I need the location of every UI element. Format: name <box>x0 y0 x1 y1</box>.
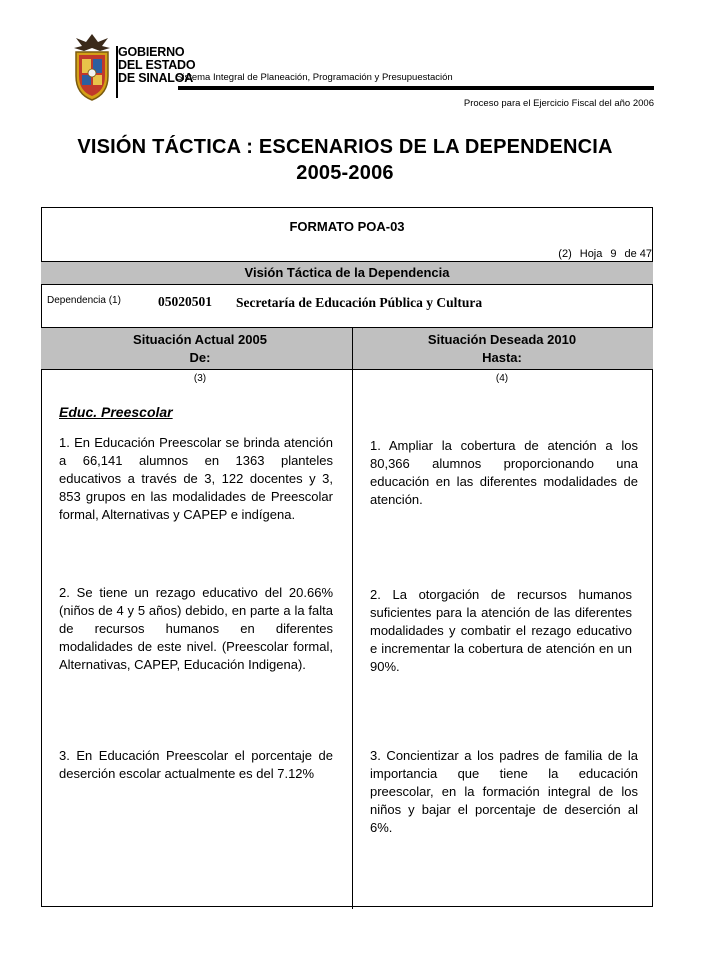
column-divider <box>352 327 353 909</box>
left-column-header: Situación Actual 2005 De: <box>133 332 267 365</box>
dependencia-name: Secretaría de Educación Pública y Cultura <box>236 295 483 310</box>
right-column-number: (4) <box>495 373 509 384</box>
left-column-number: (3) <box>193 373 207 384</box>
process-text: Proceso para el Ejercicio Fiscal del año 2006 <box>463 98 654 109</box>
dependencia-label: Dependencia (1) <box>47 295 121 306</box>
subheading: Educ. Preescolar <box>59 404 173 420</box>
system-title: Sistema Integral de Planeación, Programación y Presupuestación <box>176 72 453 83</box>
logo-wordmark: GOBIERNO DEL ESTADO DE SINALOA <box>118 45 196 85</box>
left-item-1: 1. En Educación Preescolar se brinda atención a 66,141 alumnos en 1363 planteles educativos a través de 3, 122 docentes y 3, 853 grupos en las modalidades de Preescolar formal, Alternativas y CAPEP e indígena. <box>59 435 333 522</box>
header-rule <box>178 86 654 90</box>
right-item-2: 2. La otorgación de recursos humanos suficientes para la atención de las diferentes modalidades y combatir el rezago educativo e incrementar la cobertura de atención en un 90%. <box>370 587 632 674</box>
page-counter: (2) Hoja 9 de 47 <box>558 248 652 260</box>
dependencia-code: 05020501 <box>158 294 212 309</box>
format-code: FORMATO POA-03 <box>289 219 405 234</box>
section-title-band <box>41 261 653 285</box>
section-title: Visión Táctica de la Dependencia <box>244 265 450 280</box>
left-item-2: 2. Se tiene un rezago educativo del 20.66% (niños de 4 y 5 años) debido, en parte a la falta de recursos humanos en diferentes modalidades de este nivel. (Preescolar formal, Alternativas, CAPEP, Educación Indigena). <box>59 585 333 672</box>
left-item-3: 3. En Educación Preescolar el porcentaje de deserción escolar actualmente es del 7.12% <box>59 748 333 781</box>
right-column-header: Situación Deseada 2010 Hasta: <box>427 332 577 365</box>
page-title: VISIÓN TÁCTICA : ESCENARIOS DE LA DEPENDENCIA 2005-2006 <box>77 136 613 184</box>
right-item-1: 1. Ampliar la cobertura de atención a los 80,366 alumnos proporcionando una educación en las diferentes modalidades de atención. <box>370 438 638 507</box>
right-item-3: 3. Concientizar a los padres de familia de la importancia que tiene la educación preescolar, en la formación integral de los niños y bajar el porcentaje de deserción al 6%. <box>370 748 638 835</box>
state-seal-logo <box>68 32 116 104</box>
